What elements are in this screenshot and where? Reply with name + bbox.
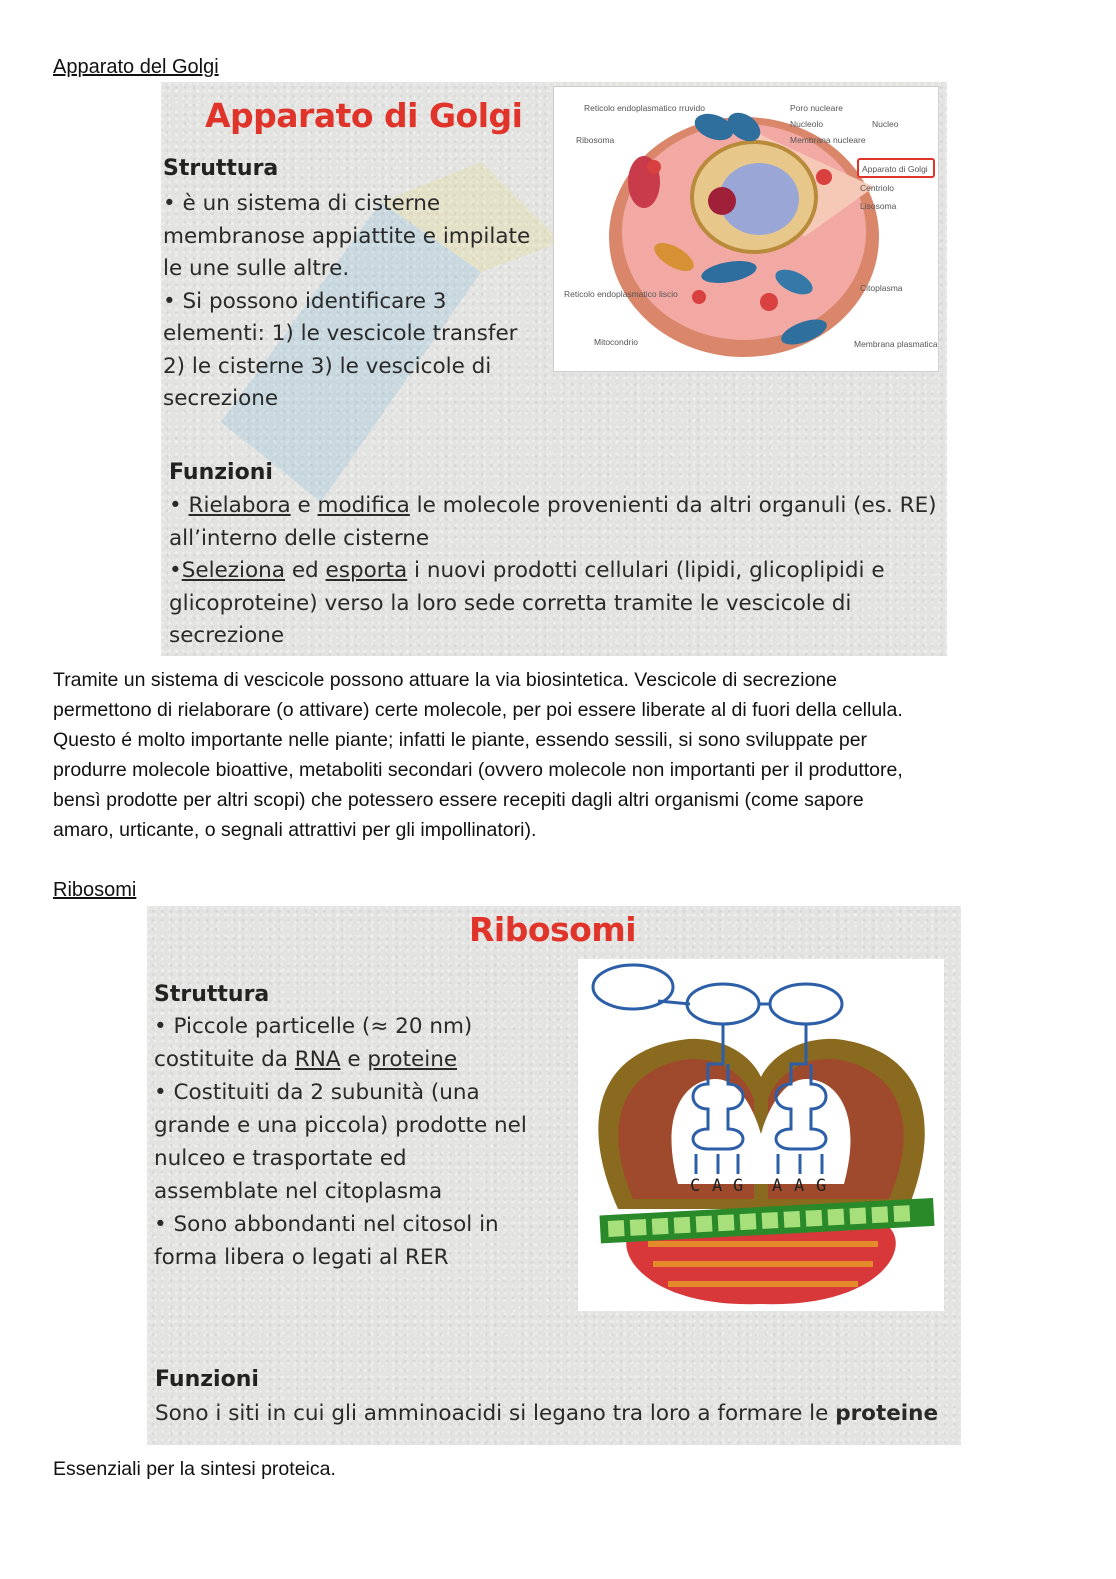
- label-golgi: Apparato di Golgi: [862, 164, 928, 174]
- underlined-word: esporta: [325, 558, 408, 583]
- ribosomi-funzioni-label: Funzioni: [155, 1367, 259, 1392]
- paragraph-line: permettono di rielaborare (o attivare) certe molecole, per poi essere liberate al di fuori della cellula.: [53, 699, 903, 721]
- label-nucleolo: Nucleolo: [790, 119, 824, 129]
- ribosomi-funzioni-text: [155, 1398, 955, 1431]
- codon-letter: A: [712, 1176, 723, 1196]
- golgi-funzioni-label: Funzioni: [169, 460, 273, 485]
- golgi-struttura-label: Struttura: [163, 156, 279, 181]
- golgi-funzioni-line-3: [169, 555, 945, 588]
- label-nucleo: Nucleo: [872, 119, 899, 129]
- golgi-struttura-text: [163, 188, 553, 416]
- ribosomi-struttura-text: [154, 1010, 574, 1274]
- ribosomi-line: assemblate nel citoplasma: [154, 1179, 443, 1204]
- golgi-paragraph: [53, 665, 1063, 845]
- golgi-struttura-line: secrezione: [163, 386, 279, 411]
- label-membrana-plasmatica: Membrana plasmatica: [854, 339, 938, 349]
- ribosomi-line: [154, 1043, 574, 1076]
- ribosomi-paragraph: Essenziali per la sintesi proteica.: [53, 1458, 336, 1480]
- text-span: costituite da: [154, 1047, 295, 1072]
- underlined-word: Rielabora: [188, 493, 291, 518]
- text-span: le molecole provenienti da altri organuli (es. RE): [409, 493, 937, 518]
- text-span: ed: [284, 558, 326, 583]
- golgi-struttura-line: • è un sistema di cisterne: [163, 191, 441, 216]
- text-span: e: [290, 493, 318, 518]
- ribosomi-line: forma libera o legati al RER: [154, 1245, 449, 1270]
- bullet: •: [169, 493, 189, 518]
- golgi-struttura-line: • Si possono identificare 3: [163, 288, 447, 314]
- codon-letter: A: [772, 1176, 783, 1196]
- paragraph-line: produrre molecole bioattive, metaboliti secondari (ovvero molecole non importanti per il produttore,: [53, 759, 903, 781]
- codon-letter: G: [733, 1176, 744, 1196]
- underlined-word: modifica: [317, 493, 410, 518]
- golgi-funzioni-line-1: [169, 490, 945, 523]
- paragraph-line: Questo é molto importante nelle piante; infatti le piante, essendo sessili, si sono sviluppate per: [53, 729, 868, 751]
- golgi-heading: Apparato del Golgi: [53, 56, 219, 78]
- text-span: i nuovi prodotti cellulari (lipidi, glicoplipidi e: [407, 558, 885, 583]
- ribosomi-heading: Ribosomi: [53, 879, 137, 901]
- underlined-word: Seleziona: [181, 558, 285, 583]
- ribosomi-line: nulceo e trasportate ed: [154, 1146, 407, 1171]
- golgi-struttura-line: 2) le cisterne 3) le vescicole di: [163, 353, 492, 379]
- golgi-struttura-line: elementi: 1) le vescicole transfer: [163, 321, 518, 346]
- golgi-slide: [161, 82, 947, 656]
- ribosomi-struttura-label: Struttura: [154, 982, 270, 1007]
- label-citoplasma: Citoplasma: [860, 283, 903, 293]
- label-ser: Reticolo endoplasmatico liscio: [564, 289, 678, 299]
- paragraph-line: amaro, urticante, o segnali attrattivi per gli impollinatori).: [53, 819, 537, 841]
- label-lisosoma: Lisosoma: [860, 201, 897, 211]
- paragraph-line: Tramite un sistema di vescicole possono attuare la via biosintetica. Vescicole di secrezione: [53, 669, 837, 691]
- bullet: •: [169, 558, 182, 583]
- label-ribosoma: Ribosoma: [576, 135, 615, 145]
- text-span: Sono i siti in cui gli amminoacidi si legano tra loro a formare le: [155, 1401, 836, 1426]
- text-span: e: [340, 1047, 368, 1072]
- golgi-slide-title: Apparato di Golgi: [205, 96, 523, 135]
- ribosomi-line: grande e una piccola) prodotte nel: [154, 1113, 527, 1138]
- golgi-funzioni-line-4: glicoproteine) verso la loro sede corretta tramite le vescicole di: [169, 590, 852, 616]
- ribosomi-line: • Piccole particelle (≈ 20 nm): [154, 1014, 473, 1039]
- codon-letter: C: [690, 1176, 701, 1196]
- underlined-word: RNA: [294, 1047, 341, 1072]
- golgi-funzioni-text: [169, 490, 945, 653]
- golgi-funzioni-line-2: all’interno delle cisterne: [169, 525, 430, 551]
- label-mitocondrio: Mitocondrio: [594, 337, 638, 347]
- golgi-struttura-line: membranose appiattite e impilate: [163, 223, 531, 249]
- paragraph-line: bensì prodotte per altri scopi) che potessero essere recepiti dagli altri organismi (come sapore: [53, 789, 864, 811]
- ribosomi-slide-title: Ribosomi: [469, 910, 637, 949]
- codon-letter: A: [794, 1176, 805, 1196]
- bold-word: proteine: [835, 1401, 939, 1426]
- label-rer: Reticolo endoplasmatico rruvido: [584, 103, 705, 113]
- ribosomi-line: • Sono abbondanti nel citosol in: [154, 1212, 499, 1237]
- cell-diagram: [553, 86, 939, 372]
- ribosome-diagram: [578, 959, 944, 1311]
- label-membrana-nucleare: Membrana nucleare: [790, 135, 866, 145]
- codon-letter: G: [816, 1176, 827, 1196]
- golgi-struttura-line: le une sulle altre.: [163, 256, 350, 281]
- golgi-funzioni-line-5: secrezione: [169, 623, 285, 648]
- underlined-word: proteine: [367, 1047, 458, 1072]
- ribosomi-line: • Costituiti da 2 subunità (una: [154, 1080, 480, 1105]
- label-centriolo: Centriolo: [860, 183, 895, 193]
- ribosomi-slide: [147, 906, 961, 1445]
- label-poro: Poro nucleare: [790, 103, 843, 113]
